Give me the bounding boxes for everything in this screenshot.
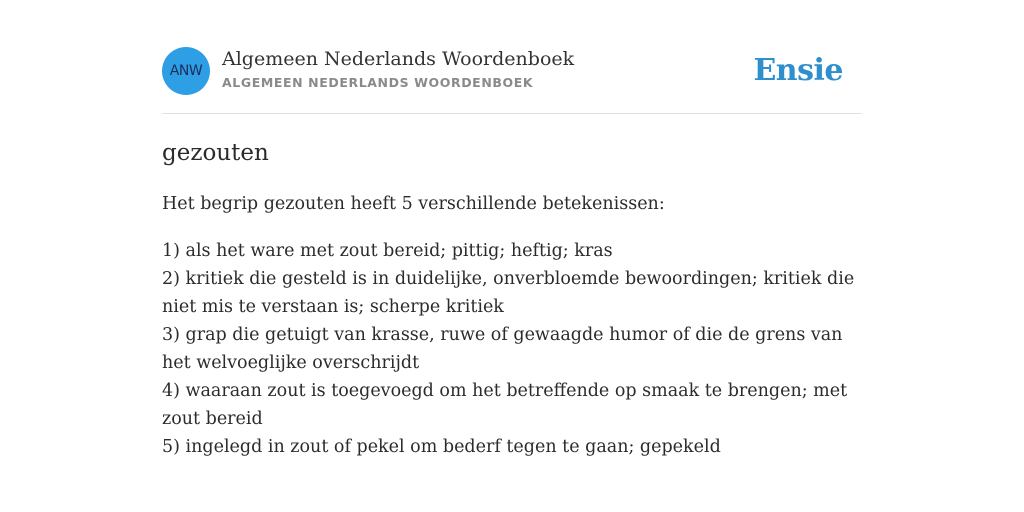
- meaning-item: 4) waaraan zout is toegevoegd om het betreffende op smaak te brengen; met zout bereid: [162, 381, 848, 429]
- source-subtitle: ALGEMEEN NEDERLANDS WOORDENBOEK: [222, 75, 534, 90]
- meaning-item: 3) grap die getuigt van krasse, ruwe of gewaagde humor of die de grens van het welvoeglijke overschrijdt: [162, 325, 843, 373]
- header-divider: [162, 113, 862, 114]
- header: [162, 47, 862, 95]
- meaning-item: 5) ingelegd in zout of pekel om bederf tegen te gaan; gepekeld: [162, 437, 721, 457]
- meanings-list: [162, 237, 862, 461]
- entry-intro: Het begrip gezouten heeft 5 verschillende betekenissen:: [162, 194, 665, 214]
- anw-logo[interactable]: ANW: [162, 47, 210, 95]
- page: [162, 0, 862, 512]
- ensie-brand-logo[interactable]: Ensie: [753, 53, 843, 88]
- meaning-item: 2) kritiek die gesteld is in duidelijke, onverbloemde bewoordingen; kritiek die niet mis te verstaan is; scherpe kritiek: [162, 269, 855, 317]
- entry-term: gezouten: [162, 140, 269, 166]
- source-title[interactable]: Algemeen Nederlands Woordenboek: [222, 48, 575, 70]
- meaning-item: 1) als het ware met zout bereid; pittig; heftig; kras: [162, 241, 613, 261]
